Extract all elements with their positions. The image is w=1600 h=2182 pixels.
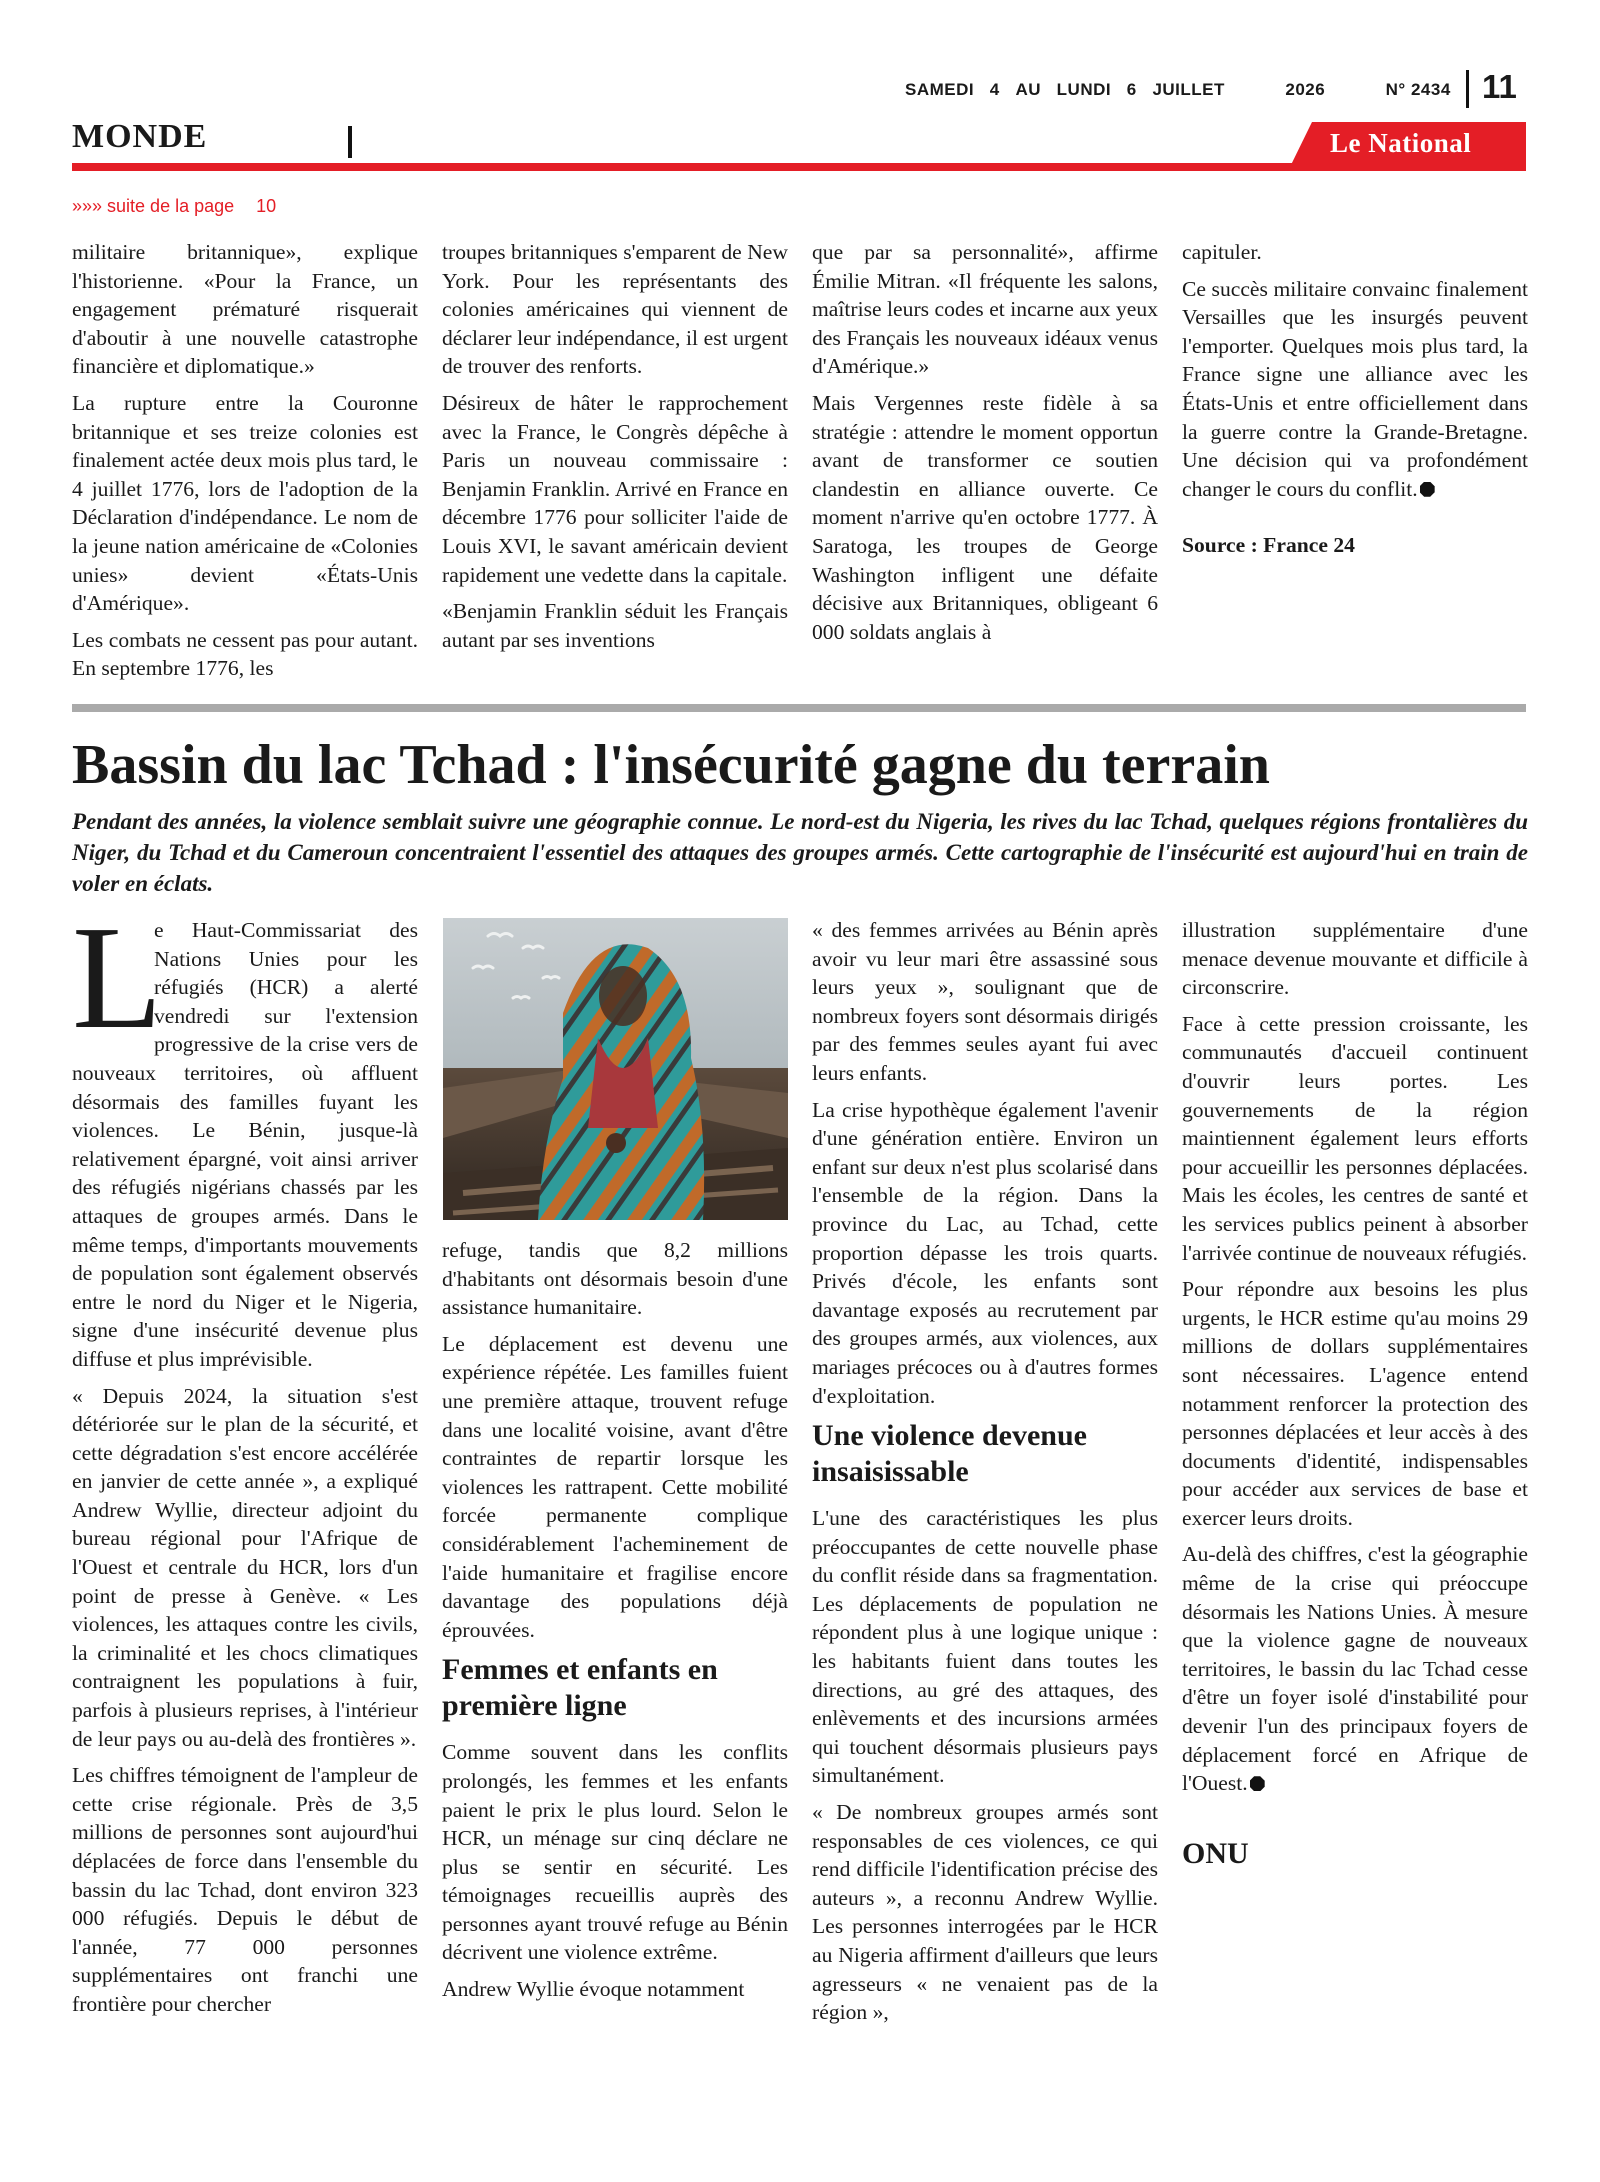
page-number-divider (1466, 70, 1469, 108)
date-day-name-end: LUNDI (1056, 80, 1112, 99)
paragraph: La crise hypothèque également l'avenir d'une génération entière. Environ un enfant sur deux n'est plus scolarisé dans l'ensemble de la région. Dans la province du Lac, au Tchad, cette proportion dépasse les trois quarts. Privés d'école, les enfants sont davantage exposés au recrutement par des groupes armés, aux violences, aux mariages précoces ou à d'autres formes d'exploitation. (812, 1097, 1158, 1408)
paragraph: Les combats ne cessent pas pour autant. En septembre 1776, les (72, 627, 418, 681)
previous-article-col1 (72, 238, 418, 691)
paragraph: Mais Vergennes reste fidèle à sa stratégie : attendre le moment opportun avant de transformer ce soutien clandestin en alliance ouverte. Ce moment n'arrive qu'en octobre 1777. À Saratoga, les troupes de George Washington infligent une défaite décisive aux Britanniques, obligeant 6 000 soldats anglais à (812, 390, 1158, 644)
page-number: 11 (1482, 68, 1517, 105)
article-signature: ONU (1182, 1836, 1249, 1870)
section-divider (348, 126, 352, 158)
date-au: AU (1015, 80, 1041, 99)
end-mark-icon (1420, 482, 1435, 497)
paragraph-end (1182, 275, 1528, 504)
paragraph: Andrew Wyllie évoque notamment (442, 1977, 745, 2002)
paragraph: illustration supplémentaire d'une menace devenue mouvante et difficile à circonscrire. (1182, 918, 1528, 1000)
paragraph: Face à cette pression croissante, les communautés d'accueil continuent d'ouvrir leurs portes. Les gouvernements de la région maintiennent également leurs efforts pour accueillir les personnes déplacées. Mais les écoles, les centres de santé et les services publics peinent à absorber l'arrivée continue de nouveaux réfugiés. (1182, 1011, 1528, 1265)
subheading: Femmes et enfants en première ligne (442, 1653, 718, 1723)
paragraph: Comme souvent dans les conflits prolongés, les femmes et les enfants paient le prix le plus lourd. Selon le HCR, un ménage sur cinq déclare ne plus se sentir en sécurité. Les témoignages recueillis auprès des personnes ayant trouvé refuge au Bénin décrivent une violence extrême. (442, 1740, 788, 1965)
previous-article-col4 (1182, 238, 1528, 568)
paragraph: Les chiffres témoignent de l'ampleur de cette crise régionale. Près de 3,5 millions de personnes sont aujourd'hui déplacées de force dans l'ensemble du bassin du lac Tchad, dont environ 323 000 réfugiés. Depuis le début de l'année, 77 000 personnes supplémentaires ont franchi une frontière pour chercher (72, 1763, 418, 2016)
paragraph: militaire britannique», explique l'historienne. «Pour la France, un engagement prématuré risquerait d'aboutir à une nouvelle catastrophe financière et diplomatique.» (72, 240, 418, 379)
paragraph: La rupture entre la Couronne britannique et ses treize colonies est finalement actée deux mois plus tard, le 4 juillet 1776, lors de l'adoption de la Déclaration d'indépendance. Le nom de la jeune nation américaine de «Colonies unies» devient «États-Unis d'Amérique». (72, 390, 418, 616)
paragraph: Au-delà des chiffres, c'est la géographie même de la crise qui préoccupe désormais les Nations Unies. À mesure que la violence gagne de nouveaux territoires, le bassin du lac Tchad cesse d'être un foyer isolé d'instabilité pour devenir l'un des principaux foyers de déplacement forcé en Afrique de l'Ouest. (1182, 1542, 1528, 1796)
date-day-end: 6 (1126, 80, 1137, 99)
continued-from-label: »»» suite de la page (72, 196, 235, 216)
article-col4 (1182, 916, 1528, 1876)
paragraph: Désireux de hâter le rapprochement avec la France, le Congrès dépêche à Paris un nouveau commissaire : Benjamin Franklin. Arrivé en France en décembre 1776 pour solliciter l'aide de Louis XVI, le savant américain devient rapidement une vedette dans la capitale. (442, 390, 788, 587)
subheading: Une violence devenue insaisissable (812, 1419, 1087, 1489)
end-mark-icon (1250, 1776, 1265, 1791)
article-col1 (72, 896, 418, 2027)
article-col3 (812, 916, 1158, 2035)
paragraph: « des femmes arrivées au Bénin après avoir vu leur mari être assassiné sous leurs yeux », soulignant que de nombreux foyers sont désormais dirigés par des femmes seules ayant fui avec leurs enfants. (812, 918, 1158, 1085)
paragraph: Pour répondre aux besoins les plus urgents, le HCR estime qu'au moins 29 millions de dollars supplémentaires sont nécessaires. L'agence entend notamment renforcer la protection des personnes déplacées et leur accès à des documents d'identité, indispensables pour accéder aux services de base et exercer leurs droits. (1182, 1277, 1528, 1530)
article-headline: Bassin du lac Tchad : l'insécurité gagne du terrain (72, 734, 1270, 796)
paragraph: e Haut-Commissariat des Nations Unies pour les réfugiés (HCR) a alerté vendredi sur l'extension progressive de la crise vers de nouveaux territoires, où affluent désormais des familles fuyant les violences. Le Bénin, jusque-là relativement épargné, voit ainsi arriver des réfugiés nigérians chassés par les attaques de groupes armés. Dans le même temps, d'importants mouvements de population sont également observés entre le nord du Niger et le Nigeria, signe d'une insécurité devenue plus diffuse et plus imprévisible. (72, 918, 418, 1371)
date-month: JUILLET (1152, 80, 1225, 99)
paragraph: troupes britanniques s'emparent de New York. Pour les représentants des colonies américaines qui viennent de déclarer leur indépendance, il est urgent de trouver des renforts. (442, 240, 788, 379)
paragraph-end (1182, 1540, 1528, 1797)
previous-article-col3 (812, 238, 1158, 654)
article-divider (72, 704, 1526, 712)
paragraph: « Depuis 2024, la situation s'est détériorée sur le plan de la sécurité, et cette dégradation s'est encore accélérée en janvier de cette année », a expliqué Andrew Wyllie, directeur adjoint du bureau régional pour l'Afrique de l'Ouest et centrale du HCR, lors d'un point de presse à Genève. « Les violences, les attaques contre les civils, la criminalité et les chocs climatiques contraignent les populations à fuir, parfois à plusieurs reprises, à l'intérieur de leur pays ou au-delà des frontières ». (72, 1383, 418, 1751)
article-col2 (442, 1236, 788, 2012)
paragraph: capituler. (1182, 240, 1262, 264)
paragraph: L'une des caractéristiques les plus préoccupantes de cette nouvelle phase du conflit réside dans sa fragmentation. Les déplacements de population ne répondent plus à une logique unique : les habitants fuient dans toutes les directions, au gré des attaques, des enlèvements et des incursions armées qui touchent désormais plusieurs pays simultanément. (812, 1506, 1158, 1788)
drop-cap-box (72, 896, 163, 1060)
paragraph: « De nombreux groupes armés sont responsables de ces violences, ce qui rend difficile l'identification précise des auteurs », a reconnu Andrew Wyllie. Les personnes interrogées par le HCR au Nigeria affirment d'ailleurs que leurs agresseurs « ne venaient pas de la région », (812, 1800, 1158, 2025)
paragraph: Ce succès militaire convainc finalement Versailles que les insurgés peuvent l'emporter. Quelques mois plus tard, la France signe une alliance avec les États-Unis et entre officiellement dans la guerre contre la Grande-Bretagne. Une décision qui va profondément changer le cours du conflit. (1182, 276, 1528, 501)
continued-from-page: 10 (256, 196, 277, 216)
brand-name: Le National (1330, 128, 1472, 158)
header-rule (72, 163, 1526, 171)
paragraph: refuge, tandis que 8,2 millions d'habitants ont désormais besoin d'une assistance humanitaire. (442, 1238, 788, 1320)
article-photo (443, 918, 788, 1220)
section-title: MONDE (72, 118, 208, 155)
paragraph: Le déplacement est devenu une expérience répétée. Les familles fuient une première attaque, trouvent refuge dans une localité voisine, avant d'être contraintes de repartir lorsque les violences les rattrapent. Cette mobilité forcée permanente complique considérablement l'acheminement de l'aide humanitaire et fragilise encore davantage des populations déjà éprouvées. (442, 1331, 788, 1642)
paragraph: que par sa personnalité», affirme Émilie Mitran. «Il fréquente les salons, maîtrise leurs codes et incarne aux yeux des Français les nouveaux idéaux venus d'Amérique.» (812, 240, 1158, 379)
date-day-start: 4 (989, 80, 1000, 99)
continued-from (72, 196, 276, 217)
previous-article-col2 (442, 238, 788, 662)
source-credit: Source : France 24 (1182, 533, 1355, 558)
date-year: 2026 (1285, 80, 1326, 99)
issue-number: N° 2434 (1385, 80, 1451, 99)
woman-by-lake-photo (443, 918, 788, 1220)
paragraph: «Benjamin Franklin séduit les Français autant par ses inventions (442, 599, 788, 652)
drop-cap: L (72, 896, 163, 1060)
article-lede: Pendant des années, la violence semblait suivre une géographie connue. Le nord-est du Nigeria, les rives du lac Tchad, quelques régions frontalières du Niger, du Tchad et du Cameroun concentraient l'essentiel des attaques des groupes armés. Cette cartographie de l'insécurité est aujourd'hui en train de voler en éclats. (72, 809, 1528, 896)
dateline (905, 80, 1451, 100)
date-day-name: SAMEDI (905, 80, 975, 99)
